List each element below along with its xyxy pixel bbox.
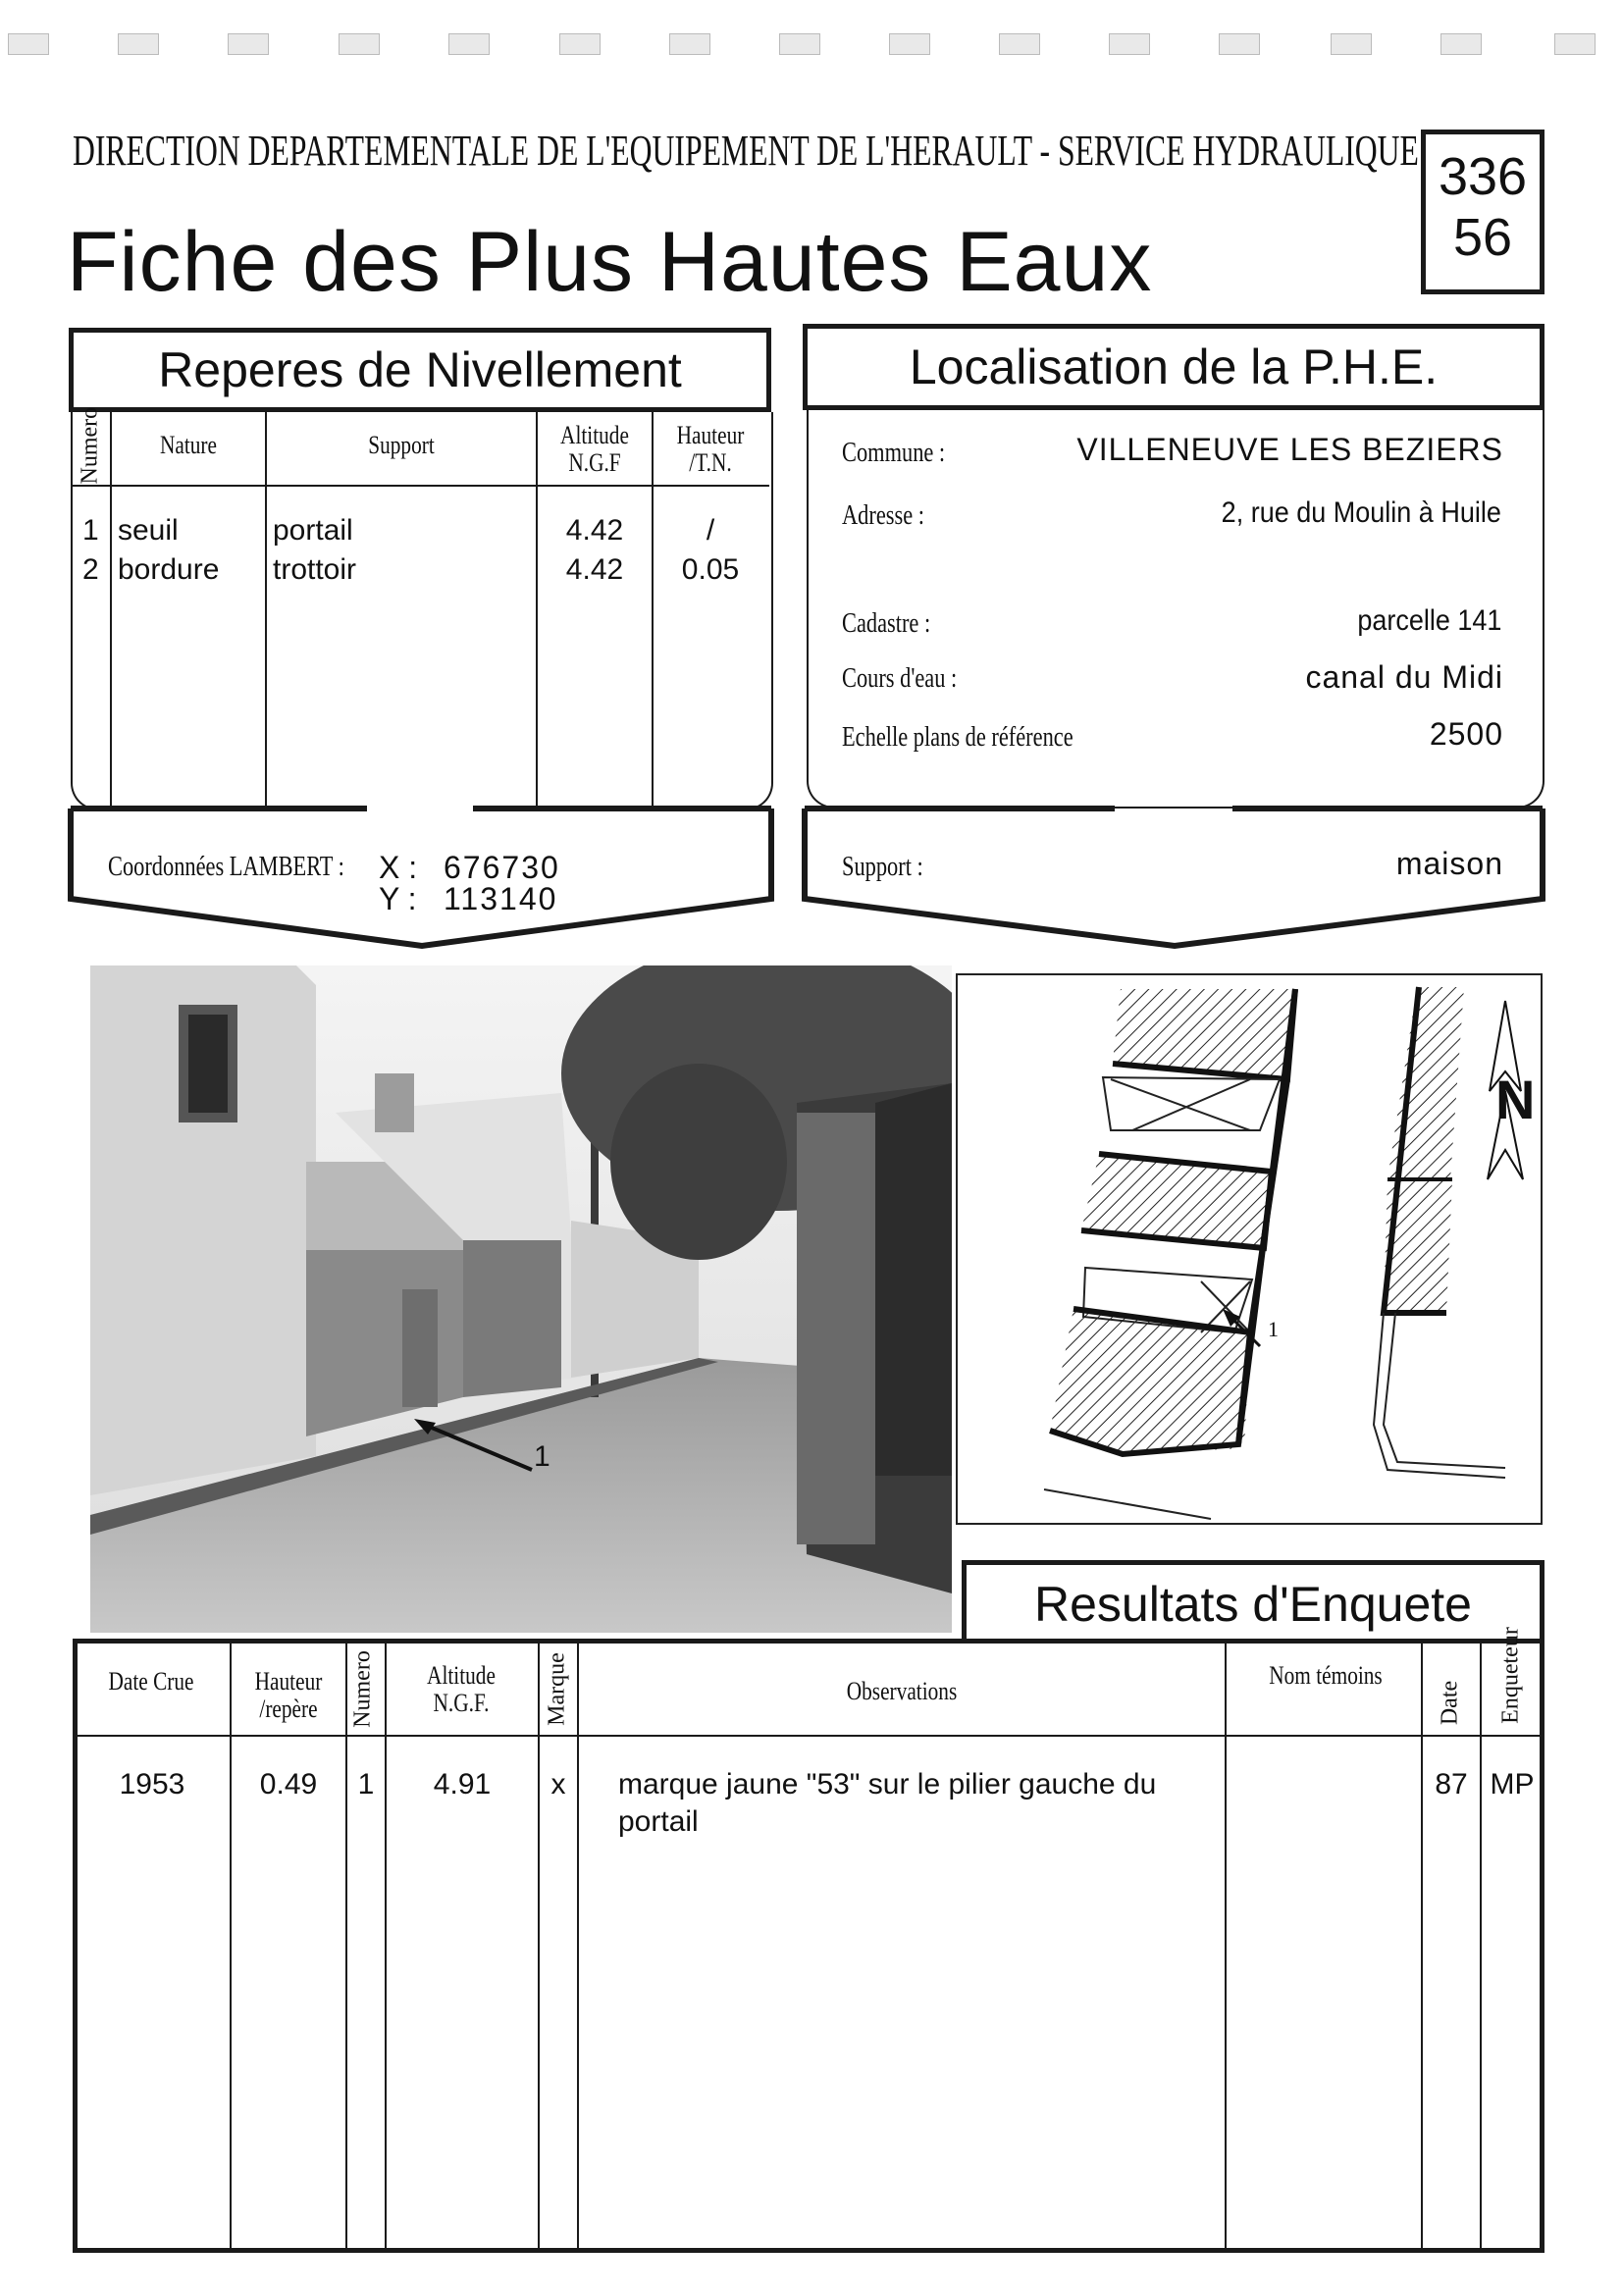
rep-col-nature: Nature [159,431,218,459]
res-numero: 1 [357,1768,375,1800]
street-photo [90,965,952,1633]
rep-hauteur: 0.05 [681,553,740,586]
localisation-title: Localisation de la P.H.E. [909,339,1439,394]
res-col-marque: Marque [544,1652,570,1726]
rep-numero: 1 [82,514,99,547]
ref-bottom: 56 [1452,208,1513,267]
page-title: Fiche des Plus Hautes Eaux [67,215,1153,309]
rep-col-hauteur: Hauteur /T.N. [676,421,745,477]
adresse-label: Adresse : [842,500,924,531]
res-altitude: 4.91 [433,1768,492,1800]
rep-altitude: 4.42 [565,553,624,586]
location-plan [956,973,1543,1525]
res-col-date: Date [1437,1680,1463,1726]
commune-value: VILLENEUVE LES BEZIERS [1076,432,1503,467]
y-value: 113140 [444,881,558,916]
echelle-label: Echelle plans de référence [842,722,1073,753]
reperes-title-box [69,328,771,412]
res-hauteur: 0.49 [259,1768,318,1800]
ref-top: 336 [1438,147,1528,206]
x-value: 676730 [444,850,560,885]
cadastre-value: parcelle 141 [1356,604,1501,637]
cours-value: canal du Midi [1305,659,1503,695]
support-label: Support : [842,852,923,882]
res-observations: marque jaune "53" sur le pilier gauche du portail [618,1768,1157,1838]
res-col-altitude: Altitude N.G.F. [427,1661,496,1717]
support-value: maison [1395,846,1503,881]
localisation-title-box [803,324,1544,410]
rep-col-numero: Numero [77,406,103,485]
y-label: Y : [379,881,417,916]
reference-box [1421,130,1544,294]
resultats-table [73,1639,1544,2253]
res-col-numero: Numero [349,1650,376,1728]
photo-marker: 1 [534,1440,550,1473]
res-date: 87 [1435,1768,1468,1800]
resultats-title-box [962,1560,1544,1639]
rep-nature: bordure [118,553,220,586]
res-col-enqueteur: Enqueteur [1497,1627,1524,1724]
rep-numero: 2 [82,553,99,586]
commune-label: Commune : [842,438,946,468]
rep-col-support: Support [368,431,435,459]
rep-altitude: 4.42 [565,514,624,547]
adresse-value: 2, rue du Moulin à Huile [1221,496,1501,529]
res-date-crue: 1953 [119,1768,185,1800]
echelle-value: 2500 [1429,716,1503,752]
cours-label: Cours d'eau : [842,663,958,694]
plan-marker: 1 [1268,1317,1279,1341]
reperes-title: Reperes de Nivellement [158,342,682,397]
res-col-hauteur: Hauteur /repère [254,1667,323,1723]
resultats-title: Resultats d'Enquete [1034,1577,1472,1632]
rep-nature: seuil [118,514,179,547]
lambert-label: Coordonnées LAMBERT : [108,852,344,882]
rep-support: portail [273,514,353,547]
rep-hauteur: / [706,514,715,547]
cadastre-label: Cadastre : [842,608,931,639]
res-col-observations: Observations [846,1677,958,1705]
rep-support: trottoir [273,553,357,586]
direction-header: DIRECTION DEPARTEMENTALE DE L'EQUIPEMENT DE L'HERAULT - SERVICE HYDRAULIQUE [73,127,1419,175]
rep-col-altitude: Altitude N.G.F [560,421,629,477]
res-enqueteur: MP [1490,1768,1535,1800]
x-label: X : [379,850,418,885]
res-marque: x [550,1768,566,1800]
res-col-nom: Nom témoins [1269,1661,1383,1690]
north-icon: N [1495,1069,1536,1130]
res-col-date-crue: Date Crue [108,1667,194,1696]
